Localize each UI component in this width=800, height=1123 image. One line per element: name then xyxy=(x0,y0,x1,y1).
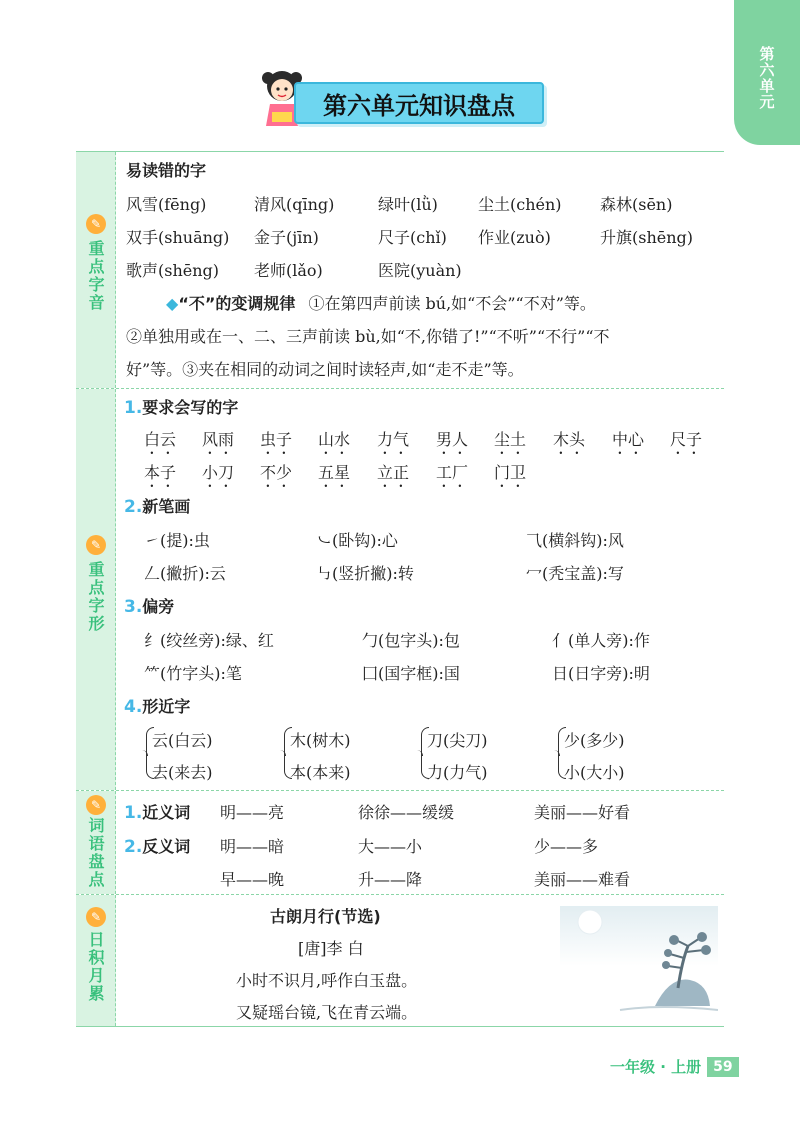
page-number: 59 xyxy=(707,1057,738,1077)
pron-item: 歌声(shēng) xyxy=(126,261,220,280)
section-pronunciation-label: 重点字音 xyxy=(86,240,105,312)
radical-item: 亻(单人旁):作 xyxy=(552,631,650,650)
antonym-pair: 大——小 xyxy=(358,837,423,856)
book-label: 一年级 · 上册 xyxy=(610,1058,702,1076)
write-word: 门卫 xyxy=(494,463,527,482)
section-divider xyxy=(76,790,724,791)
radical-heading xyxy=(124,594,174,617)
heading-text: 新笔画 xyxy=(142,497,191,516)
write-word: 山水 xyxy=(318,430,351,449)
diamond-bullet-icon: ◆ xyxy=(166,294,179,313)
pron-item: 医院(yuàn) xyxy=(378,261,462,280)
heading-text: 反义词 xyxy=(142,837,191,856)
bu-rule-title: “不”的变调规律 xyxy=(178,294,296,313)
write-word: 小刀 xyxy=(202,463,235,482)
pron-item: 升旗(shēng) xyxy=(600,228,694,247)
synonym-pair: 明——亮 xyxy=(220,803,285,822)
pron-item: 清风(qīng) xyxy=(254,195,335,214)
similar-heading xyxy=(124,694,190,717)
heading-number: 1. xyxy=(124,803,143,823)
heading-number: 1. xyxy=(124,398,143,418)
write-word: 本子 xyxy=(144,463,177,482)
similar-char: 木(树木) xyxy=(290,731,351,750)
write-word: 尘土 xyxy=(494,430,527,449)
radical-item: 日(日字旁):明 xyxy=(552,664,650,683)
similar-char: 小(大小) xyxy=(564,763,625,782)
section-vocab-label: 词语盘点 xyxy=(86,817,105,889)
pencil-icon: ✎ xyxy=(86,214,106,234)
pron-item: 尘土(chén) xyxy=(478,195,562,214)
write-word: 中心 xyxy=(612,430,645,449)
moonlit-tree-illustration xyxy=(560,906,718,1016)
radical-item: ⺮(竹字头):笔 xyxy=(144,664,242,683)
pron-item: 金子(jīn) xyxy=(254,228,319,247)
bu-rule-line-3: 好”等。③夹在相同的动词之间时读轻声,如“走不走”等。 xyxy=(126,360,524,379)
bu-rule-line-1 xyxy=(166,291,596,314)
section-shape-sidebar xyxy=(76,389,116,790)
stroke-item: 𠃋(撇折):云 xyxy=(144,564,226,583)
section-shape-label: 重点字形 xyxy=(86,561,105,633)
pronunciation-heading: 易读错的字 xyxy=(126,161,207,180)
poem-title: 古朗月行(节选) xyxy=(270,907,381,926)
similar-char: 本(本来) xyxy=(290,763,351,782)
stroke-item: ㇉(竖折撇):转 xyxy=(316,564,414,583)
pron-item: 尺子(chǐ) xyxy=(378,228,447,247)
heading-text: 形近字 xyxy=(142,697,191,716)
synonym-heading xyxy=(124,800,190,823)
section-vocab-sidebar xyxy=(76,791,116,894)
section-divider xyxy=(76,388,724,389)
write-word: 尺子 xyxy=(670,430,703,449)
synonym-pair: 徐徐——缓缓 xyxy=(358,803,455,822)
pencil-icon: ✎ xyxy=(86,907,106,927)
similar-char: 去(来去) xyxy=(152,763,213,782)
write-word: 立正 xyxy=(377,463,410,482)
poem-line: 小时不识月,呼作白玉盘。 xyxy=(236,971,418,990)
synonym-pair: 美丽——好看 xyxy=(534,803,631,822)
stroke-item: ㇀(提):虫 xyxy=(144,531,210,550)
write-word: 虫子 xyxy=(260,430,293,449)
similar-char: 刀(尖刀) xyxy=(427,731,488,750)
antonym-heading xyxy=(124,834,190,857)
antonym-pair: 早——晚 xyxy=(220,870,285,889)
heading-text: 近义词 xyxy=(142,803,191,822)
write-word: 木头 xyxy=(553,430,586,449)
stroke-item: ㇃(卧钩):心 xyxy=(316,531,398,550)
heading-text: 偏旁 xyxy=(142,597,175,616)
antonym-pair: 美丽——难看 xyxy=(534,870,631,889)
stroke-item: 冖(秃宝盖):写 xyxy=(526,564,624,583)
write-word: 风雨 xyxy=(202,430,235,449)
poem-line: 又疑瑶台镜,飞在青云端。 xyxy=(236,1003,418,1022)
write-word: 不少 xyxy=(260,463,293,482)
heading-number: 2. xyxy=(124,837,143,857)
section-divider xyxy=(76,894,724,895)
pencil-icon: ✎ xyxy=(86,535,106,555)
similar-char: 云(白云) xyxy=(152,731,213,750)
section-accumulation-sidebar xyxy=(76,895,116,1026)
page-footer xyxy=(610,1056,739,1077)
pron-item: 老师(lǎo) xyxy=(254,261,323,280)
writing-heading xyxy=(124,395,238,418)
heading-text: 要求会写的字 xyxy=(142,398,239,417)
heading-number: 2. xyxy=(124,497,143,517)
pencil-icon: ✎ xyxy=(86,795,106,815)
write-word: 白云 xyxy=(144,430,177,449)
poem-author: [唐]李 白 xyxy=(298,939,364,958)
antonym-pair: 升——降 xyxy=(358,870,423,889)
pron-item: 风雪(fēng) xyxy=(126,195,207,214)
radical-item: 纟(绞丝旁):绿、红 xyxy=(144,631,274,650)
radical-item: 勹(包字头):包 xyxy=(362,631,460,650)
bu-rule-text: ①在第四声前读 bú,如“不会”“不对”等。 xyxy=(308,294,596,313)
pron-item: 双手(shuāng) xyxy=(126,228,230,247)
stroke-heading xyxy=(124,494,190,517)
heading-number: 4. xyxy=(124,697,143,717)
bu-rule-line-2: ②单独用或在一、二、三声前读 bù,如“不,你错了!”“不听”“不行”“不 xyxy=(126,327,610,346)
stroke-item: ⺄(横斜钩):风 xyxy=(526,531,624,550)
pron-item: 作业(zuò) xyxy=(478,228,551,247)
write-word: 力气 xyxy=(377,430,410,449)
page-title: 第六单元知识盘点 xyxy=(294,82,544,124)
similar-char: 力(力气) xyxy=(427,763,488,782)
unit-side-tab-label: 第六单元 xyxy=(757,46,776,110)
unit-side-tab xyxy=(734,0,800,145)
antonym-pair: 明——暗 xyxy=(220,837,285,856)
pron-item: 森林(sēn) xyxy=(600,195,673,214)
radical-item: 囗(国字框):国 xyxy=(362,664,460,683)
similar-char: 少(多少) xyxy=(564,731,625,750)
write-word: 工厂 xyxy=(436,463,469,482)
write-word: 男人 xyxy=(436,430,469,449)
title-banner xyxy=(258,68,548,130)
section-accumulation-label: 日积月累 xyxy=(86,931,105,1003)
write-word: 五星 xyxy=(318,463,351,482)
heading-number: 3. xyxy=(124,597,143,617)
content-frame xyxy=(76,151,724,1027)
antonym-pair: 少——多 xyxy=(534,837,599,856)
pron-item: 绿叶(lǜ) xyxy=(378,195,438,214)
section-pronunciation-sidebar xyxy=(76,152,116,388)
